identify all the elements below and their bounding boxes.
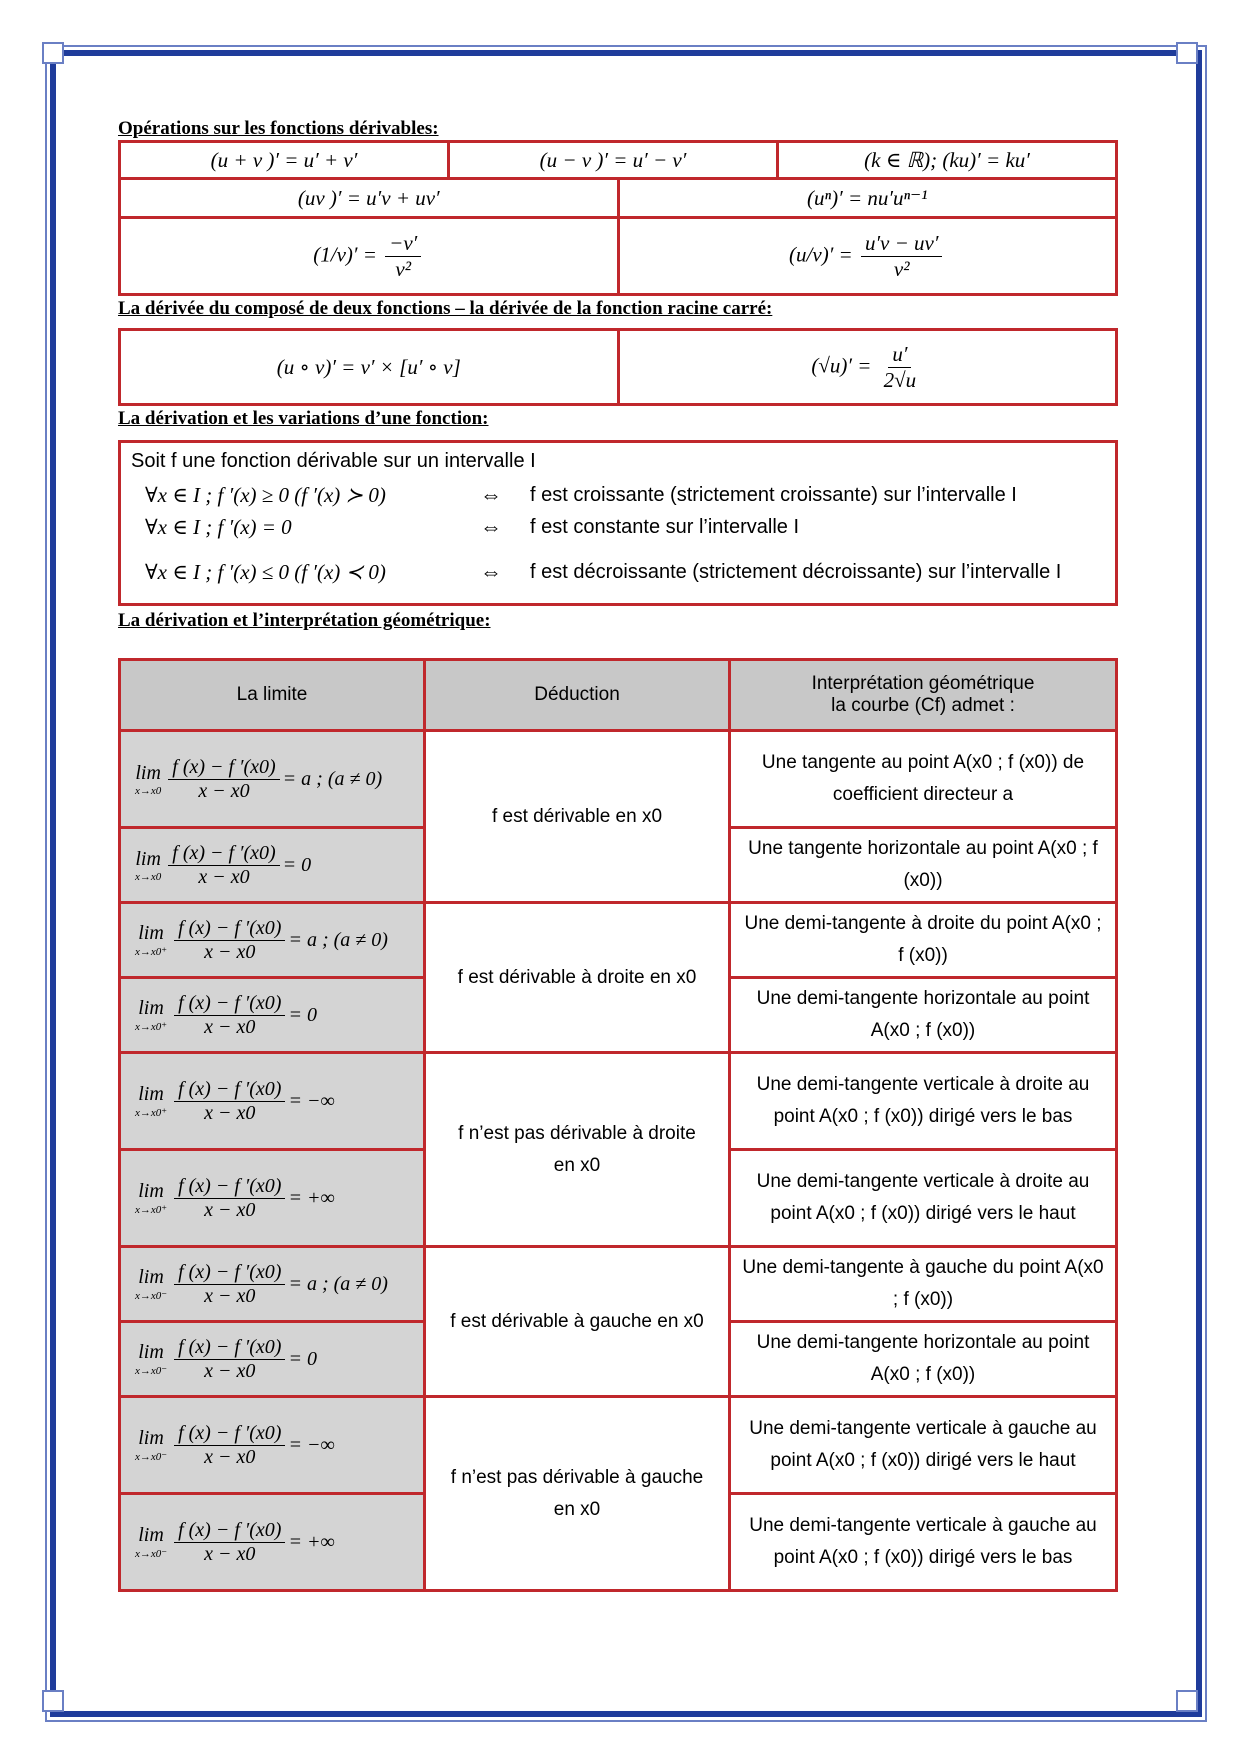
header-interpretation-line2: la courbe (Cf) admet : bbox=[831, 695, 1015, 716]
lim-word: lim bbox=[135, 761, 161, 784]
interpretation-cell: Une demi-tangente horizontale au point A(x0 ; f (x0)) bbox=[730, 978, 1117, 1053]
operations-table-row2 bbox=[118, 177, 1118, 296]
rule-quotient bbox=[618, 218, 1117, 295]
quotient-denominator: x − x0 bbox=[204, 1015, 256, 1038]
variation-condition: ∀x ∈ I ; f ′(x) = 0 bbox=[145, 514, 292, 539]
table-row bbox=[120, 1397, 1117, 1494]
interpretation-cell: Une tangente au point A(x0 ; f (x0)) de coefficient directeur a bbox=[730, 731, 1117, 828]
rule-product: (uv )′ = u′v + uv′ bbox=[120, 179, 619, 218]
difference-quotient bbox=[174, 1519, 285, 1566]
difference-quotient bbox=[174, 1336, 285, 1383]
rule-composition: (u ∘ v)′ = v′ × [u′ ∘ v] bbox=[120, 330, 619, 405]
deduction-cell: f n’est pas dérivable à gauche en x0 bbox=[425, 1397, 730, 1591]
difference-quotient bbox=[174, 1261, 285, 1308]
limit-value: = −∞ bbox=[288, 1433, 335, 1456]
limit-subscript: x→x0⁺ bbox=[135, 946, 168, 958]
limit-operator bbox=[135, 1341, 167, 1377]
header-interpretation bbox=[730, 660, 1117, 731]
limit-operator bbox=[135, 1180, 167, 1216]
difference-quotient bbox=[174, 1078, 285, 1125]
limit-subscript: x→x0⁻ bbox=[135, 1290, 168, 1302]
corner-ornament bbox=[1176, 1690, 1198, 1712]
difference-quotient bbox=[174, 1422, 285, 1469]
limit-subscript: x→x0⁻ bbox=[135, 1548, 168, 1560]
lim-word: lim bbox=[138, 1266, 164, 1288]
difference-quotient bbox=[174, 917, 285, 964]
variation-row bbox=[121, 479, 1115, 511]
comp-section-title: La dérivée du composé de deux fonctions – la dérivée de la fonction racine carré: bbox=[118, 298, 773, 319]
lim-word: lim bbox=[138, 1427, 164, 1449]
lim-word: lim bbox=[138, 1341, 164, 1363]
variations-box bbox=[118, 440, 1118, 606]
interpretation-cell: Une demi-tangente horizontale au point A(x0 ; f (x0)) bbox=[730, 1322, 1117, 1397]
limit-subscript: x→x0⁺ bbox=[135, 1107, 168, 1119]
quotient-numerator: f (x) − f ′(x0) bbox=[174, 1422, 285, 1446]
lim-word: lim bbox=[138, 1180, 164, 1202]
limit-cell bbox=[120, 903, 425, 978]
quotient-numerator: f (x) − f ′(x0) bbox=[174, 1519, 285, 1543]
limit-subscript: x→x0⁻ bbox=[135, 1365, 168, 1377]
variation-result: f est constante sur l’intervalle I bbox=[530, 515, 800, 538]
limit-cell bbox=[120, 731, 425, 828]
equivalence-arrow: ⇔ bbox=[480, 514, 502, 539]
limit-subscript: x→x0 bbox=[135, 784, 162, 797]
deduction-cell: f n’est pas dérivable à droite en x0 bbox=[425, 1053, 730, 1247]
limit-cell bbox=[120, 1397, 425, 1494]
limit-cell bbox=[120, 1150, 425, 1247]
inverse-denominator: v² bbox=[395, 256, 412, 281]
difference-quotient bbox=[174, 992, 285, 1039]
composition-table bbox=[118, 328, 1118, 406]
limit-cell bbox=[120, 1494, 425, 1591]
operations-table bbox=[118, 140, 1118, 180]
quotient-numerator: f (x) − f ′(x0) bbox=[174, 1336, 285, 1360]
sqrt-fraction bbox=[880, 342, 921, 393]
interpretation-cell: Une tangente horizontale au point A(x0 ; f (x0)) bbox=[730, 828, 1117, 903]
limit-value: = 0 bbox=[288, 1347, 317, 1370]
quotient-numerator: f (x) − f ′(x0) bbox=[168, 842, 279, 866]
difference-quotient bbox=[168, 756, 279, 803]
sqrt-numerator: u′ bbox=[888, 342, 911, 368]
limit-cell bbox=[120, 1053, 425, 1150]
header-limit: La limite bbox=[120, 660, 425, 731]
header-deduction: Déduction bbox=[425, 660, 730, 731]
interpretation-cell: Une demi-tangente à gauche du point A(x0 ; f (x0)) bbox=[730, 1247, 1117, 1322]
quotient-numerator: f (x) − f ′(x0) bbox=[174, 1175, 285, 1199]
variation-result: f est croissante (strictement croissante) sur l’intervalle I bbox=[530, 483, 1017, 506]
variations-rows bbox=[121, 479, 1115, 601]
lim-word: lim bbox=[135, 847, 161, 870]
inverse-lhs: (1/v)′ = bbox=[313, 241, 377, 266]
rule-inverse bbox=[120, 218, 619, 295]
interpretation-cell: Une demi-tangente verticale à gauche au point A(x0 ; f (x0)) dirigé vers le haut bbox=[730, 1397, 1117, 1494]
limit-cell bbox=[120, 1247, 425, 1322]
page-content bbox=[118, 118, 1123, 1592]
quotient-denominator: x − x0 bbox=[204, 1101, 256, 1124]
quotient-numerator: f (x) − f ′(x0) bbox=[174, 992, 285, 1016]
limit-value: = a ; (a ≠ 0) bbox=[282, 767, 383, 790]
corner-ornament bbox=[42, 42, 64, 64]
rule-scalar: (k ∈ ℝ); (ku)′ = ku′ bbox=[778, 142, 1117, 179]
limit-operator bbox=[135, 922, 167, 958]
difference-quotient bbox=[174, 1175, 285, 1222]
limit-value: = 0 bbox=[288, 1003, 317, 1026]
table-row bbox=[120, 903, 1117, 978]
limit-value: = a ; (a ≠ 0) bbox=[288, 928, 388, 951]
variation-result: f est décroissante (strictement décroissante) sur l’intervalle I bbox=[530, 560, 1062, 583]
deduction-cell: f est dérivable en x0 bbox=[425, 731, 730, 903]
quotient-denominator: x − x0 bbox=[204, 1198, 256, 1221]
limit-operator bbox=[135, 1427, 167, 1463]
interpretation-cell: Une demi-tangente à droite du point A(x0 ; f (x0)) bbox=[730, 903, 1117, 978]
limit-subscript: x→x0⁻ bbox=[135, 1451, 168, 1463]
limit-value: = +∞ bbox=[288, 1530, 335, 1553]
quotient-lhs: (u/v)′ = bbox=[789, 241, 853, 266]
quotient-numerator: f (x) − f ′(x0) bbox=[174, 1078, 285, 1102]
limit-operator bbox=[135, 1266, 167, 1302]
limit-operator bbox=[135, 997, 167, 1033]
difference-quotient bbox=[168, 842, 279, 889]
limit-value: = a ; (a ≠ 0) bbox=[288, 1272, 388, 1295]
limit-value: = −∞ bbox=[288, 1089, 335, 1112]
lim-word: lim bbox=[138, 922, 164, 944]
inverse-numerator: −v′ bbox=[385, 231, 421, 257]
quotient-denominator: x − x0 bbox=[204, 1284, 256, 1307]
limit-value: = 0 bbox=[282, 853, 312, 876]
quotient-denominator: x − x0 bbox=[198, 779, 250, 802]
limit-subscript: x→x0⁺ bbox=[135, 1021, 168, 1033]
variation-condition: ∀x ∈ I ; f ′(x) ≥ 0 (f ′(x) ≻ 0) bbox=[145, 482, 386, 507]
geo-section-title: La dérivation et l’interprétation géométrique: bbox=[118, 610, 491, 631]
ops-section-title: Opérations sur les fonctions dérivables: bbox=[118, 118, 439, 139]
table-row bbox=[120, 731, 1117, 828]
quotient-numerator: f (x) − f ′(x0) bbox=[174, 917, 285, 941]
inverse-fraction bbox=[385, 231, 421, 282]
table-row bbox=[120, 1247, 1117, 1322]
deduction-cell: f est dérivable à droite en x0 bbox=[425, 903, 730, 1053]
lim-word: lim bbox=[138, 1524, 164, 1546]
variation-condition: ∀x ∈ I ; f ′(x) ≤ 0 (f ′(x) ≺ 0) bbox=[145, 559, 386, 584]
limit-value: = +∞ bbox=[288, 1186, 335, 1209]
equivalence-arrow: ⇔ bbox=[480, 482, 502, 507]
geometric-table-body bbox=[120, 731, 1117, 1591]
interpretation-cell: Une demi-tangente verticale à droite au point A(x0 ; f (x0)) dirigé vers le bas bbox=[730, 1053, 1117, 1150]
quotient-numerator: f (x) − f ′(x0) bbox=[168, 756, 279, 780]
limit-operator bbox=[135, 762, 161, 797]
variations-intro: Soit f une fonction dérivable sur un intervalle I bbox=[131, 450, 536, 472]
quotient-denominator: v² bbox=[893, 256, 910, 281]
quotient-numerator: f (x) − f ′(x0) bbox=[174, 1261, 285, 1285]
interpretation-cell: Une demi-tangente verticale à gauche au point A(x0 ; f (x0)) dirigé vers le bas bbox=[730, 1494, 1117, 1591]
header-interpretation-line1: Interprétation géométrique bbox=[811, 673, 1035, 694]
quotient-fraction bbox=[861, 231, 943, 282]
quotient-denominator: x − x0 bbox=[204, 1542, 256, 1565]
rule-difference: (u − v )′ = u′ − v′ bbox=[449, 142, 778, 179]
quotient-denominator: x − x0 bbox=[204, 1359, 256, 1382]
limit-subscript: x→x0⁺ bbox=[135, 1204, 168, 1216]
lim-word: lim bbox=[138, 1083, 164, 1105]
deduction-cell: f est dérivable à gauche en x0 bbox=[425, 1247, 730, 1397]
corner-ornament bbox=[1176, 42, 1198, 64]
quotient-denominator: x − x0 bbox=[198, 865, 250, 888]
sqrt-denominator: 2√u bbox=[883, 367, 917, 392]
equivalence-arrow: ⇔ bbox=[480, 559, 502, 584]
quotient-denominator: x − x0 bbox=[204, 1445, 256, 1468]
lim-word: lim bbox=[138, 997, 164, 1019]
rule-power: (uⁿ)′ = nu′uⁿ⁻¹ bbox=[618, 179, 1117, 218]
rule-sqrt bbox=[618, 330, 1117, 405]
limit-operator bbox=[135, 1524, 167, 1560]
quotient-numerator: u′v − uv′ bbox=[861, 231, 943, 257]
table-row bbox=[120, 1053, 1117, 1150]
geometric-interpretation-table bbox=[118, 658, 1118, 1592]
limit-subscript: x→x0 bbox=[135, 870, 162, 883]
limit-operator bbox=[135, 848, 161, 883]
interpretation-cell: Une demi-tangente verticale à droite au point A(x0 ; f (x0)) dirigé vers le haut bbox=[730, 1150, 1117, 1247]
variation-row bbox=[121, 511, 1115, 543]
sqrt-lhs: (√u)′ = bbox=[811, 352, 872, 377]
var-section-title: La dérivation et les variations d’une fonction: bbox=[118, 408, 489, 429]
limit-cell bbox=[120, 828, 425, 903]
quotient-denominator: x − x0 bbox=[204, 940, 256, 963]
limit-cell bbox=[120, 1322, 425, 1397]
rule-sum: (u + v )′ = u′ + v′ bbox=[120, 142, 449, 179]
variation-row bbox=[121, 543, 1115, 601]
limit-cell bbox=[120, 978, 425, 1053]
limit-operator bbox=[135, 1083, 167, 1119]
corner-ornament bbox=[42, 1690, 64, 1712]
